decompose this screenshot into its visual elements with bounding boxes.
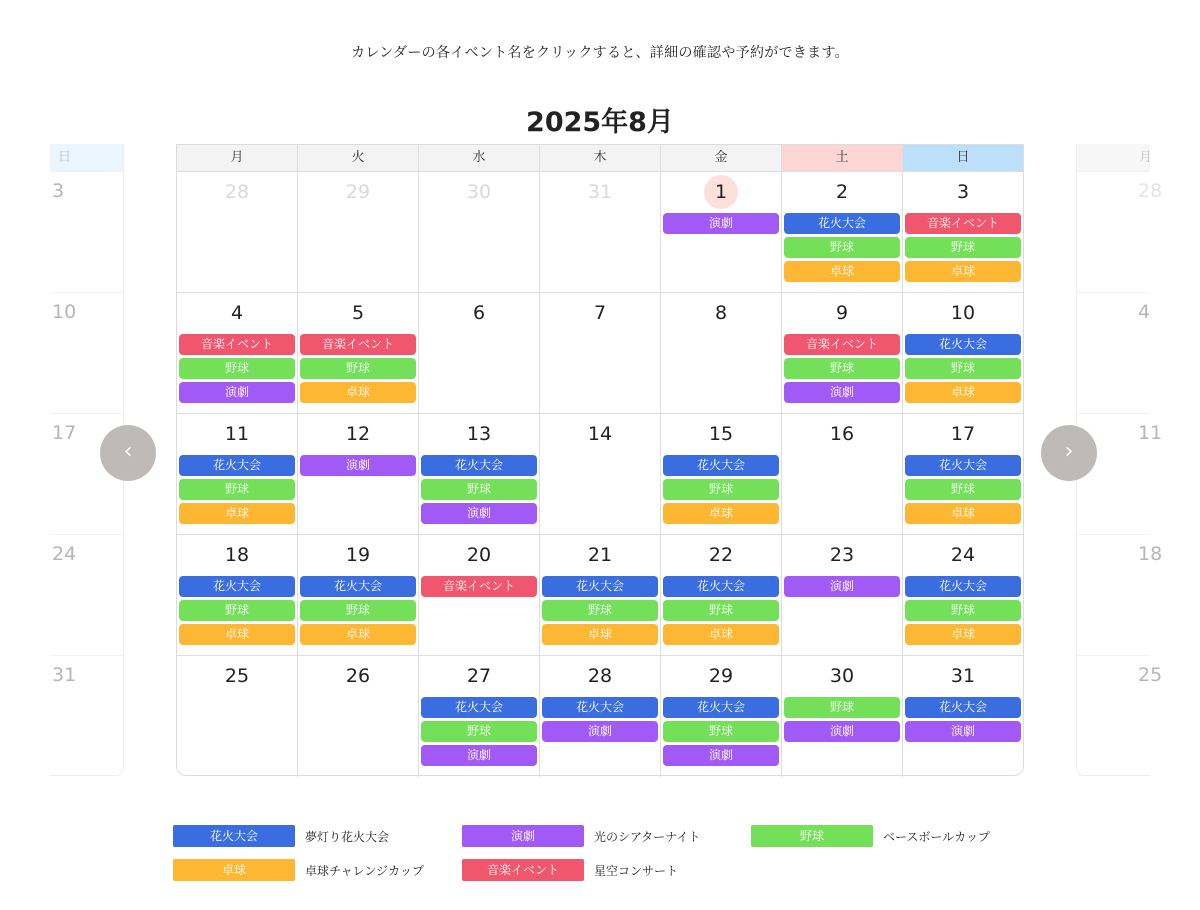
event-list — [905, 213, 1021, 282]
event-yakyu-button[interactable]: 野球 — [300, 358, 416, 379]
day-cell — [903, 172, 1023, 292]
event-engeki-button[interactable]: 演劇 — [663, 745, 779, 766]
day-number: 27 — [466, 665, 492, 687]
day-cell — [298, 293, 419, 413]
event-takkyu-button[interactable]: 卓球 — [663, 624, 779, 645]
day-cell — [661, 293, 782, 413]
day-cell — [903, 293, 1023, 413]
event-hanabi-button[interactable]: 花火大会 — [784, 213, 900, 234]
event-hanabi-button[interactable]: 花火大会 — [179, 455, 295, 476]
event-yakyu-button[interactable]: 野球 — [784, 697, 900, 718]
week-row — [177, 535, 1023, 656]
weekday-label: 月 — [177, 145, 298, 172]
next-calendar-day: 18 — [1077, 534, 1150, 655]
day-cell — [661, 414, 782, 534]
day-cell — [419, 414, 540, 534]
event-list — [542, 576, 658, 645]
event-hanabi-button[interactable]: 花火大会 — [179, 576, 295, 597]
weekday-label: 金 — [661, 145, 782, 172]
day-cell — [782, 172, 903, 292]
event-yakyu-button[interactable]: 野球 — [663, 600, 779, 621]
chevron-right-icon: › — [1064, 439, 1074, 464]
event-list — [663, 213, 779, 234]
day-cell — [177, 656, 298, 777]
event-list — [663, 576, 779, 645]
day-cell — [903, 414, 1023, 534]
instruction-text: カレンダーの各イベント名をクリックすると、詳細の確認や予約ができます。 — [351, 45, 849, 61]
day-cell — [540, 656, 661, 777]
event-yakyu-button[interactable]: 野球 — [421, 721, 537, 742]
day-number: 19 — [345, 544, 371, 566]
day-number: 24 — [950, 544, 976, 566]
next-calendar-day: 4 — [1077, 292, 1150, 413]
month-title: 2025年8月 — [526, 107, 674, 138]
previous-month-button[interactable] — [100, 425, 156, 481]
day-number: 15 — [708, 423, 734, 445]
next-month-button[interactable] — [1041, 425, 1097, 481]
weekday-label-sunday: 日 — [903, 145, 1023, 172]
legend-event-name: ベースボールカップ — [883, 829, 991, 844]
next-calendar-day: 25 — [1077, 655, 1150, 776]
previous-calendar-day: 31 — [50, 655, 123, 776]
day-number: 17 — [950, 423, 976, 445]
event-hanabi-button[interactable]: 花火大会 — [421, 697, 537, 718]
event-list — [421, 697, 537, 766]
event-hanabi-button[interactable]: 花火大会 — [542, 697, 658, 718]
event-list — [179, 576, 295, 645]
legend-chip-engeki[interactable]: 演劇 — [462, 825, 584, 847]
weekday-label: 木 — [540, 145, 661, 172]
event-takkyu-button[interactable]: 卓球 — [784, 261, 900, 282]
day-number: 28 — [224, 181, 250, 203]
day-number: 29 — [345, 181, 371, 203]
event-engeki-button[interactable]: 演劇 — [421, 745, 537, 766]
event-yakyu-button[interactable]: 野球 — [905, 358, 1021, 379]
event-yakyu-button[interactable]: 野球 — [179, 600, 295, 621]
legend-chip-takkyu[interactable]: 卓球 — [173, 859, 295, 881]
day-number: 9 — [835, 302, 849, 324]
event-yakyu-button[interactable]: 野球 — [905, 600, 1021, 621]
day-cell — [661, 656, 782, 777]
event-yakyu-button[interactable]: 野球 — [542, 600, 658, 621]
event-hanabi-button[interactable]: 花火大会 — [905, 576, 1021, 597]
event-engeki-button[interactable]: 演劇 — [542, 721, 658, 742]
day-cell — [419, 535, 540, 655]
day-number: 18 — [224, 544, 250, 566]
event-list — [784, 213, 900, 282]
event-list — [905, 576, 1021, 645]
day-cell — [540, 293, 661, 413]
event-yakyu-button[interactable]: 野球 — [905, 479, 1021, 500]
event-list — [421, 576, 537, 597]
event-engeki-button[interactable]: 演劇 — [300, 455, 416, 476]
day-number: 16 — [829, 423, 855, 445]
day-cell-outside-month — [419, 172, 540, 292]
event-list — [542, 697, 658, 742]
event-engeki-button[interactable]: 演劇 — [179, 382, 295, 403]
event-list — [905, 334, 1021, 403]
day-number: 8 — [714, 302, 728, 324]
event-takkyu-button[interactable]: 卓球 — [905, 503, 1021, 524]
day-number: 20 — [466, 544, 492, 566]
legend-event-name: 夢灯り花火大会 — [305, 829, 390, 844]
event-hanabi-button[interactable]: 花火大会 — [542, 576, 658, 597]
event-hanabi-button[interactable]: 花火大会 — [905, 334, 1021, 355]
day-number: 11 — [224, 423, 250, 445]
event-yakyu-button[interactable]: 野球 — [300, 600, 416, 621]
event-list — [300, 576, 416, 645]
day-cell-outside-month — [177, 172, 298, 292]
previous-calendar-weekday: 日 — [50, 144, 123, 171]
week-row — [177, 656, 1023, 777]
day-number: 2 — [835, 181, 849, 203]
day-number: 7 — [593, 302, 607, 324]
event-ongaku-button[interactable]: 音楽イベント — [905, 213, 1021, 234]
event-list — [179, 455, 295, 524]
event-yakyu-button[interactable]: 野球 — [905, 237, 1021, 258]
day-number: 12 — [345, 423, 371, 445]
legend-chip-yakyu[interactable]: 野球 — [751, 825, 873, 847]
day-number: 28 — [587, 665, 613, 687]
day-cell-outside-month — [298, 172, 419, 292]
event-hanabi-button[interactable]: 花火大会 — [663, 455, 779, 476]
event-engeki-button[interactable]: 演劇 — [905, 721, 1021, 742]
event-yakyu-button[interactable]: 野球 — [179, 358, 295, 379]
event-list — [179, 334, 295, 403]
event-engeki-button[interactable]: 演劇 — [421, 503, 537, 524]
event-hanabi-button[interactable]: 花火大会 — [300, 576, 416, 597]
event-list — [784, 697, 900, 742]
day-cell — [782, 535, 903, 655]
event-yakyu-button[interactable]: 野球 — [784, 358, 900, 379]
previous-calendar-day: 24 — [50, 534, 123, 655]
day-number-today: 1 — [704, 175, 738, 209]
event-list — [784, 334, 900, 403]
day-number: 22 — [708, 544, 734, 566]
day-cell — [177, 293, 298, 413]
event-takkyu-button[interactable]: 卓球 — [542, 624, 658, 645]
legend-item-yakyu — [751, 825, 990, 847]
legend-event-name: 光のシアターナイト — [594, 829, 701, 844]
event-yakyu-button[interactable]: 野球 — [421, 479, 537, 500]
month-calendar — [176, 144, 1024, 776]
day-cell — [903, 535, 1023, 655]
day-number: 26 — [345, 665, 371, 687]
week-row — [177, 172, 1023, 293]
day-cell — [661, 172, 782, 292]
event-list — [905, 455, 1021, 524]
weekday-label: 水 — [419, 145, 540, 172]
day-number: 25 — [224, 665, 250, 687]
event-takkyu-button[interactable]: 卓球 — [905, 624, 1021, 645]
event-takkyu-button[interactable]: 卓球 — [300, 382, 416, 403]
next-calendar-day: 11 — [1077, 413, 1150, 534]
day-number: 14 — [587, 423, 613, 445]
legend-chip-hanabi[interactable]: 花火大会 — [173, 825, 295, 847]
event-list — [300, 334, 416, 403]
previous-calendar-day: 17 — [50, 413, 123, 534]
event-takkyu-button[interactable]: 卓球 — [663, 503, 779, 524]
event-list — [663, 697, 779, 766]
day-cell — [903, 656, 1023, 777]
event-hanabi-button[interactable]: 花火大会 — [905, 455, 1021, 476]
event-hanabi-button[interactable]: 花火大会 — [663, 576, 779, 597]
previous-calendar-day: 3 — [50, 171, 123, 292]
day-number: 30 — [829, 665, 855, 687]
previous-calendar-day: 10 — [50, 292, 123, 413]
day-cell — [661, 535, 782, 655]
event-ongaku-button[interactable]: 音楽イベント — [300, 334, 416, 355]
day-number: 23 — [829, 544, 855, 566]
event-hanabi-button[interactable]: 花火大会 — [905, 697, 1021, 718]
event-engeki-button[interactable]: 演劇 — [784, 576, 900, 597]
legend-item-ongaku — [462, 859, 678, 881]
event-takkyu-button[interactable]: 卓球 — [179, 624, 295, 645]
next-calendar-day: 28 — [1077, 171, 1150, 292]
day-number: 21 — [587, 544, 613, 566]
legend-item-engeki — [462, 825, 700, 847]
event-list — [905, 697, 1021, 742]
week-row — [177, 293, 1023, 414]
day-cell — [177, 535, 298, 655]
event-list — [421, 455, 537, 524]
day-number: 5 — [351, 302, 365, 324]
day-number: 6 — [472, 302, 486, 324]
day-cell — [419, 656, 540, 777]
calendar-grid — [177, 172, 1023, 777]
legend-chip-ongaku[interactable]: 音楽イベント — [462, 859, 584, 881]
event-takkyu-button[interactable]: 卓球 — [905, 382, 1021, 403]
day-cell — [540, 535, 661, 655]
event-yakyu-button[interactable]: 野球 — [784, 237, 900, 258]
day-cell — [298, 414, 419, 534]
event-hanabi-button[interactable]: 花火大会 — [663, 697, 779, 718]
day-number: 29 — [708, 665, 734, 687]
day-number: 10 — [950, 302, 976, 324]
day-cell-outside-month — [540, 172, 661, 292]
event-list — [663, 455, 779, 524]
event-takkyu-button[interactable]: 卓球 — [300, 624, 416, 645]
legend-event-name: 卓球チャレンジカップ — [305, 863, 424, 878]
event-yakyu-button[interactable]: 野球 — [663, 721, 779, 742]
event-yakyu-button[interactable]: 野球 — [663, 479, 779, 500]
day-number: 3 — [956, 181, 970, 203]
chevron-left-icon: ‹ — [123, 439, 133, 464]
day-cell — [177, 414, 298, 534]
event-hanabi-button[interactable]: 花火大会 — [421, 455, 537, 476]
event-yakyu-button[interactable]: 野球 — [179, 479, 295, 500]
day-cell — [782, 414, 903, 534]
day-cell — [782, 293, 903, 413]
event-list — [300, 455, 416, 476]
event-list — [784, 576, 900, 597]
next-calendar-weekday: 月 — [1077, 144, 1150, 171]
day-cell — [540, 414, 661, 534]
day-number: 30 — [466, 181, 492, 203]
day-number: 31 — [587, 181, 613, 203]
week-row — [177, 414, 1023, 535]
legend-item-takkyu — [173, 859, 424, 881]
event-engeki-button[interactable]: 演劇 — [663, 213, 779, 234]
day-number: 13 — [466, 423, 492, 445]
day-cell — [298, 535, 419, 655]
weekday-label: 火 — [298, 145, 419, 172]
legend-item-hanabi — [173, 825, 389, 847]
weekday-label-saturday: 土 — [782, 145, 903, 172]
day-cell — [419, 293, 540, 413]
day-number: 4 — [230, 302, 244, 324]
legend-event-name: 星空コンサート — [594, 863, 679, 878]
day-cell — [782, 656, 903, 777]
event-takkyu-button[interactable]: 卓球 — [905, 261, 1021, 282]
event-engeki-button[interactable]: 演劇 — [784, 721, 900, 742]
event-ongaku-button[interactable]: 音楽イベント — [421, 576, 537, 597]
day-number: 31 — [950, 665, 976, 687]
weekday-header — [177, 145, 1023, 172]
event-ongaku-button[interactable]: 音楽イベント — [784, 334, 900, 355]
event-takkyu-button[interactable]: 卓球 — [179, 503, 295, 524]
day-cell — [298, 656, 419, 777]
event-engeki-button[interactable]: 演劇 — [784, 382, 900, 403]
event-ongaku-button[interactable]: 音楽イベント — [179, 334, 295, 355]
